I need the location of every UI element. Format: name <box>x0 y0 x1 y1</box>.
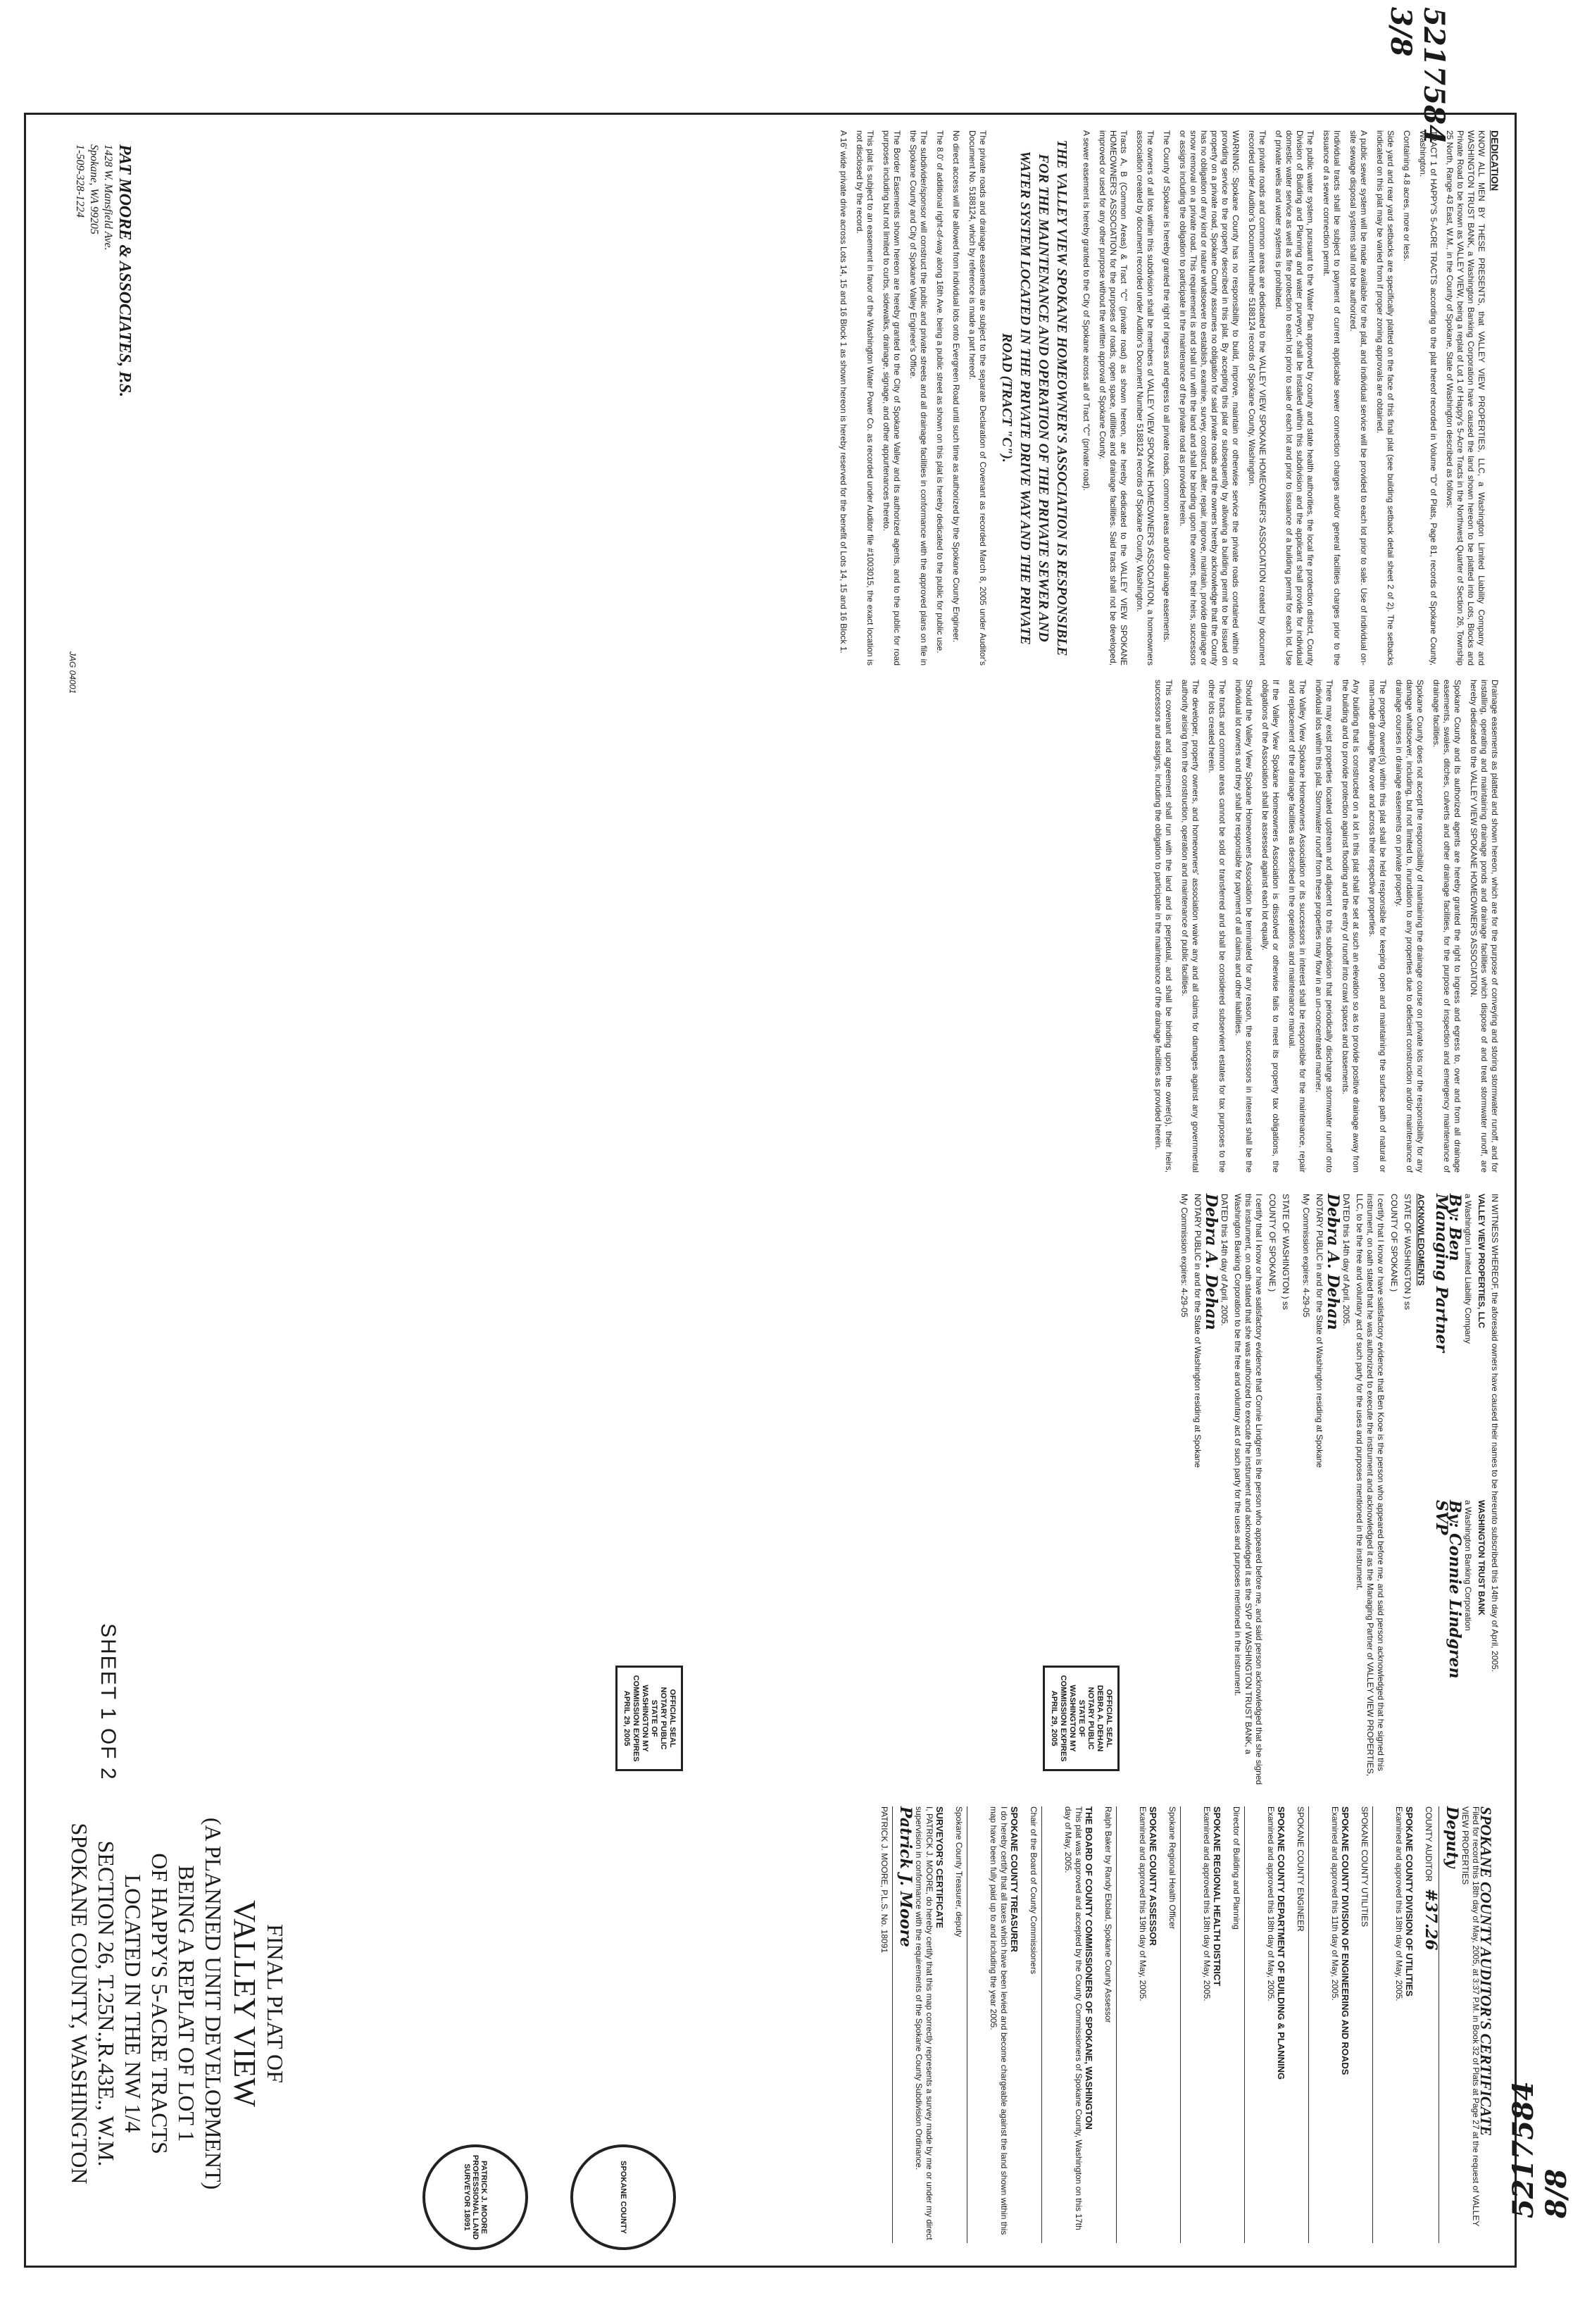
utilities-label: SPOKANE COUNTY UTILITIES <box>1360 1806 1370 1928</box>
ack-heading: ACKNOWLEDGMENTS <box>1416 1194 1426 1286</box>
sheet-number: SHEET 1 OF 2 <box>96 1623 120 1781</box>
dedication-heading: DEDICATION <box>1489 130 1500 192</box>
building-label: Director of Building and Planning <box>1232 1806 1241 1930</box>
firm-phone: 1-509-328-1224 <box>74 144 86 218</box>
dedication-para: The 8.0' of additional right-of-way along 16th Ave. being a public street as shown on this plat is hereby dedicated to the public for public use. <box>935 130 945 654</box>
owner-title: SVP <box>1432 1500 1450 1535</box>
dedication-para: No direct access will be allowed from individual lots onto Evergreen Road until such time as authorized by the Spokane County Engineer. <box>951 130 961 643</box>
title-line: (A PLANNED UNIT DEVELOPMENT) <box>201 1817 226 2190</box>
notary-expires: My Commission expires: 4-29-05 <box>1301 1194 1311 1318</box>
surveyor-seal-icon: PATRICK J. MOORE PROFESSIONAL LAND SURVEYOR 18091 <box>422 2144 528 2250</box>
firm-city: Spokane, WA 99205 <box>88 144 100 235</box>
dedication-para: The private roads and common areas are dedicated to the VALLEY VIEW SPOKANE HOMEOWNER'S ASSOCIATION created by document recorded under Auditor's Document Number 5188124 records of Spokane County, Washington. <box>1247 130 1267 666</box>
notary-seal-stamp: OFFICIAL SEAL NOTARY PUBLIC STATE OF WASHINGTON MY COMMISSION EXPIRES APRIL 29, 2005 <box>615 1666 683 1771</box>
drainage-para: Spokane County and its authorized agents are hereby granted the right to ingress and egress to, over and from all drainage easements, swales, ditches, culverts and other drainage facilities, for the purpose of inspection and emergency maintenance of drainage facilities. <box>1431 680 1462 1173</box>
auditor-signature: Deputy <box>1439 1806 1457 2243</box>
utilities-text: Examined and approved this 18th day of May, 2005. <box>1394 1806 1404 2001</box>
ack-county: COUNTY OF SPOKANE ) <box>1267 1194 1277 1292</box>
drainage-para: There may exist properties located upstream and adjacent to this subdivision that periodically discharge stormwater runoff onto individual lots within this plat. Stormwater runoff from these properties may flow in an un-concentrated manner. <box>1314 680 1334 1173</box>
ack-dated: DATED this 14th day of April, 2005. <box>1220 1194 1229 1326</box>
job-number: JAG 04001 <box>68 651 77 694</box>
dedication-para: The private roads and drainage easements are subject to the separate Declaration of Covenant as recorded March 8, 2005 under Auditor's Document No. 5188124, which by reference is made a part hereof. <box>967 130 988 666</box>
owner-signature: By: Connie Lindgren <box>1446 1500 1464 1679</box>
health-signature-line <box>1180 1806 1198 2243</box>
ack-county: COUNTY OF SPOKANE ) <box>1389 1194 1399 1292</box>
dedication-para: KNOW ALL MEN BY THESE PRESENTS, that VALLEY VIEW PROPERTIES, LLC, a Washington Limited Liability Company and WASHINGTON TRUST BANK, a Washington Banking Corporation have caused the land shown hereon to be platted into Lots, Blocks and Private Road to be known as VALLEY VIEW, being a replat of Lot 1 of Happy's 5-Acre Tracts in the Northwest Quarter of Section 26, Township 25 North, Range 43 East, W.M., in the County of Spokane, State of Washington described as follows: <box>1445 130 1486 666</box>
notary-signature: Debra A. Dehan <box>1202 1194 1220 1330</box>
dedication-para: The owners of all lots within this subdivision shall be members of VALLEY VIEW SPOKANE HOMEOWNER'S ASSOCIATION, a homeowners association created by document recorded under Auditor's Document Number 5188124 records of Spokane County, Washington. <box>1135 130 1155 666</box>
engineering-label: SPOKANE COUNTY ENGINEER <box>1296 1806 1305 1932</box>
drainage-para: If the Valley View Spokane Homeowners Association is dissolved or otherwise fails to meet its property tax obligations, the obligations of the Association shall be assessed against each lot equally. <box>1260 680 1281 1173</box>
assessor-text: Examined and approved this 19th day of May, 2005. <box>1138 1806 1148 2001</box>
dedication-para: A public sewer system will be made available for the plat, and individual service will be provided to each lot prior to sale. Use of individual on-site sewage disposal systems shall not be authorized. <box>1348 130 1369 666</box>
health-label: Spokane Regional Health Officer <box>1167 1806 1177 1930</box>
owner-title: Managing Partner <box>1432 1194 1450 1353</box>
title-line: BEING A REPLAT OF LOT 1 <box>174 1865 199 2142</box>
dedication-para: A 16' wide private drive across Lots 14, 15 and 16 Block 1 as shown hereon is hereby reserved for the benefit of Lots 14, 15 and 16 Block 1. <box>839 130 848 654</box>
dedication-para: Containing 4.8 acres, more or less. <box>1402 130 1412 262</box>
drainage-para: Spokane County does not accept the responsibility of maintaining the drainage course on private lots nor the responsibility for any damage whatsoever, including, but not limited to, inundation to any properties due to deficient construction and/or maintenance of drainage courses in drainage easements on private property. <box>1394 680 1425 1173</box>
commissioners-signature-line <box>1041 1806 1060 2243</box>
ack-text: I certify that I know or have satisfactory evidence that Ben Kooe is the person who appeared before me, and said person acknowledged that he signed this instrument, on oath stated that he was authorized to execute the instrument and acknowledged it as the Managing Partner of VALLEY VIEW PROPERTIES, LLC, to be the free and voluntary act of such party for the uses and purposes mentioned in the instrument. <box>1355 1194 1386 1777</box>
title-main: VALLEY VIEW <box>227 1900 262 2107</box>
dedication-para: The County of Spokane is hereby granted the right of ingress and egress to all private roads, common areas and/or drainage easements. <box>1162 130 1172 643</box>
assessor-label: Ralph Baker by Randy Ekblad, Spokane County Assessor <box>1103 1806 1113 2023</box>
notary-seal-stamp: OFFICIAL SEAL DEBRA A. DEHAN NOTARY PUBLIC STATE OF WASHINGTON MY COMMISSION EXPIRES APRIL 29, 2005 <box>1043 1666 1120 1771</box>
owner-desc: a Washington Banking Corporation <box>1463 1500 1473 1631</box>
treasurer-heading: SPOKANE COUNTY TREASURER <box>1009 1806 1020 1953</box>
title-line: OF HAPPY'S 5-ACRE TRACTS <box>147 1853 173 2154</box>
title-line: SPOKANE COUNTY, WASHINGTON <box>67 1823 92 2185</box>
plat-title-block <box>66 1778 289 2229</box>
building-signature-line <box>1244 1806 1262 2243</box>
witness-clause: IN WITNESS WHEREOF, the aforesaid owners have caused their names to be hereunto subscribed this 14th day of April, 2005. <box>1490 1194 1500 1673</box>
dedication-para: The public water system, pursuant to the Water Plan approved by county and state health authorities, the local fire protection district, County Division of Building and Planning and water purveyor, shall be installed within this subdivision and the applicant shall provide for individual domestic water service as well as fire protection to each lot prior to sale of each lot and prior to issuance of a building permit for each lot. Use of private wells and water systems is prohibited. <box>1274 130 1315 666</box>
dedication-para: A sewer easement is hereby granted to the City of Spokane across all of Tract "C" (private road). <box>1082 130 1091 492</box>
surveyor-label: PATRICK J. MOORE, P.L.S. No. 18091 <box>879 1806 889 1954</box>
drainage-para: The Valley View Spokane Homeowners Association or its successors in interest shall be responsible for the maintenance, repair and replacement of the drainage facilities as described in the operations and maintenance manual. <box>1287 680 1308 1173</box>
health-text: Examined and approved this 18th day of May, 2005. <box>1202 1806 1212 2001</box>
auditor-certificate-heading: SPOKANE COUNTY AUDITOR'S CERTIFICATE <box>1477 1806 1495 2137</box>
dedication-para: WARNING: Spokane County has no responsibility to build, improve, maintain or otherwise service the private roads contained within or providing service to the property described in this plat. By accepting this plat or subsequently by allowing a building permit to be issued on property on a private road, Spokane County assumes no obligation for said private roads and the owners hereby acknowledge that the County has no obligation of any kind or nature whatsoever to establish, examine, survey, construct, alter, repair, improve, maintain, provide drainage or snow removal on a private road. This requirement is and shall run with the land and shall be binding upon the owners, their heirs, successors or assigns including the obligation to participate in the maintenance of the private road as provided herein. <box>1178 130 1241 666</box>
drainage-para: This covenant and agreement shall run with the land and is perpetual, and shall be binding upon the owner(s), their heirs, successors and assigns, including the obligation to participate in the maintenance of the drainage facilities as provided herein. <box>1153 680 1174 1173</box>
commissioners-text: This plat was approved and accepted by the County Commissioners of Spokane County, Washington on this 17th day of May, 2005. <box>1063 1806 1084 2230</box>
health-heading: SPOKANE REGIONAL HEALTH DISTRICT <box>1212 1806 1222 1987</box>
plat-drawing <box>28 116 1514 2264</box>
surveyor-signature: Patrick J. Moore <box>892 1806 910 2243</box>
surveyor-heading: SURVEYOR'S CERTIFICATE <box>934 1806 945 1929</box>
owner-desc: a Washington Limited Liability Company <box>1463 1194 1473 1344</box>
owner-name: VALLEY VIEW PROPERTIES, LLC <box>1477 1194 1486 1328</box>
maintenance-notice: THE VALLEY VIEW SPOKANE HOMEOWNER'S ASSOCIATION IS RESPONSIBLE FOR THE MAINTENANCE AND OPERATION OF THE PRIVATE SEWER AND WATER SYSTEM LOCATED IN THE PRIVATE DRIVE WAY AND THE PRIVATE ROAD (TRACT "C"). <box>999 139 1070 656</box>
treasurer-label: Spokane County Treasurer, deputy <box>954 1806 964 1937</box>
drainage-para: The property owner(s) within this plat shall be held responsible for keeping open and maintaining the surface path of natural or man-made drainage flow over and across their respective properties. <box>1367 680 1388 1173</box>
building-text: Examined and approved this 18th day of May, 2005. <box>1266 1806 1276 2001</box>
dedication-para: Tracts A, B (Common Areas) & Tract "C" (private road) as shown hereon, are hereby dedicated to the VALLEY VIEW SPOKANE HOMEOWNER'S ASSOCIATION for the purposes of roads, open space, utilities and drainage facilities. Said tracts shall not be developed, improved or used for any other purpose without the written approval of Spokane County. <box>1098 130 1129 666</box>
dedication-para: Side yard and rear yard setbacks are specifically platted on the face of this final plat (see building setback detail sheet 2 of 2). The setbacks indicated on this plat may be varied from if proper zoning approvals are obtained. <box>1375 130 1396 666</box>
title-line: SECTION 26, T.25N.,R.43E., W.M. <box>94 1840 119 2167</box>
owner-name: WASHINGTON TRUST BANK <box>1477 1500 1486 1616</box>
engineering-heading: SPOKANE COUNTY DIVISION OF ENGINEERING AND ROADS <box>1340 1806 1350 2075</box>
dedication-section <box>162 130 1500 666</box>
dedication-para: The subdivider/sponsor will construct the public and private streets and all drainage facilities in conformance with the approved plans on file in the Spokane County and City of Spokane Valley Engineer's Office. <box>908 130 929 666</box>
record-number-top: 5217584 3/8 <box>1384 7 1450 144</box>
dedication-para: The Border Easements shown hereon are hereby granted to the City of Spokane Valley and its authorized agents, and to the public for road purposes including but not limited to curbs, sidewalks, drainage, signage, and other appurtenances thereto. <box>882 130 902 666</box>
surveyor-firm-block <box>73 144 134 637</box>
ack-dated: DATED this 14th day of April, 2005. <box>1341 1194 1351 1326</box>
assessor-signature-line <box>1116 1806 1134 2243</box>
drainage-section <box>162 680 1500 1173</box>
firm-address: 1428 W. Mansfield Ave. <box>102 144 114 251</box>
title-line: FINAL PLAT OF <box>263 1924 288 2083</box>
dedication-para: This plat is subject to an easement in favor of the Washington Water Power Co. as recorded under Auditor file #1003015, the exact location is not disclosed by the record. <box>855 130 875 666</box>
owner-signature: By: Ben <box>1446 1194 1464 1261</box>
utilities-heading: SPOKANE COUNTY DIVISION OF UTILITIES <box>1404 1806 1415 1997</box>
auditor-certificate-text: Filed for record this 18th day of May, 2005, at 3:37 P.M. in Book 32 of Plats at Page 27 at the request of VALLEY VIEW PROPERTIES <box>1460 1806 1481 2227</box>
firm-name: PAT MOORE & ASSOCIATES, P.S. <box>115 144 134 398</box>
engineering-text: Examined and approved this 11th day of May, 2005. <box>1330 1806 1340 2001</box>
notary-line: NOTARY PUBLIC in and for the State of Washington residing at Spokane <box>1193 1194 1203 1468</box>
drainage-para: Should the Valley View Spokane Homeowners Association be terminated for any reason, the successors in interest shall be the individual lot owners and they shall be responsible for payment of all claims and other liabilities. <box>1234 680 1254 1173</box>
title-line: LOCATED IN THE NW 1/4 <box>120 1874 146 2133</box>
drainage-para: Drainage easements as platted and shown hereon, which are for the purpose of conveying and storing stormwater runoff, and for installing, operating and maintaining drainage ponds and drainage facilities which dispose of and treat stormwater runoff, are hereby dedicated to the VALLEY VIEW SPOKANE HOMEOWNER'S ASSOCIATION. <box>1469 680 1500 1173</box>
auditor-label: COUNTY AUDITOR #37.26 <box>1422 1806 1440 1951</box>
notary-line: NOTARY PUBLIC in and for the State of Washington residing at Spokane <box>1315 1194 1324 1468</box>
county-seal-icon: SPOKANE COUNTY <box>570 2144 676 2250</box>
acknowledgments-section <box>1176 1194 1500 1785</box>
ack-state: STATE OF WASHINGTON ) ss <box>1403 1194 1412 1310</box>
drainage-para: The tracts and common areas cannot be sold or transferred and shall be considered subservient estates for tax purposes to the other lots created herein. <box>1207 680 1227 1173</box>
dedication-para: TRACT 1 of HAPPY'S 5-ACRE TRACTS according to the plat thereof recorded in Volume "D" of Plats, Page 81, records of Spokane County, Washington. <box>1418 130 1439 666</box>
treasurer-signature-line <box>967 1806 985 2243</box>
dedication-para: Individual tracts shall be subject to payment of current applicable sewer connection charges and/or general facilities charges prior to the issuance of a sewer connection permit. <box>1322 130 1342 666</box>
commissioners-label: Chair of the Board of County Commissioners <box>1029 1806 1039 1975</box>
record-number-bottom: 5217584 8/8 <box>1507 2081 1573 2218</box>
notary-signature: Debra A. Dehan <box>1324 1194 1342 1330</box>
commissioners-heading: THE BOARD OF COUNTY COMMISSIONERS OF SPOKANE, WASHINGTON <box>1084 1806 1094 2130</box>
treasurer-text: I do hereby certify that all taxes which have been levied and become chargeable against the land shown within this map have been fully paid up to and including the year 2005. <box>989 1806 1009 2235</box>
building-heading: SPOKANE COUNTY DEPARTMENT OF BUILDING & PLANNING <box>1276 1806 1286 2080</box>
certificates-section <box>879 1806 1500 2243</box>
ack-state: STATE OF WASHINGTON ) ss <box>1281 1194 1291 1310</box>
drainage-para: The developer, property owners, and homeowners' association waive any and all claims for damages against any governmental authority arising from the construction, operation and maintenance of public facilities. <box>1180 680 1201 1173</box>
utilities-signature-line <box>1372 1806 1391 2243</box>
ack-text: I certify that I know or have satisfactory evidence that Connie Lindgren is the person who appeared before me, and said person acknowledged that she signed this instrument, on oath stated that she was authorized to execute the instrument and acknowledged it as the SVP of WASHINGTON TRUST BANK, a Washington Banking Corporation to be the free and voluntary act of such party for the uses and purposes mentioned in the instrument. <box>1233 1194 1264 1785</box>
engineering-signature-line <box>1308 1806 1327 2243</box>
drainage-para: Any building that is constructed on a lot in this plat shall be set at such an elevation so as to provide positive drainage away from the building and to provide protection against flooding and the entry of runoff into crawl spaces and basements. <box>1341 680 1361 1173</box>
assessor-heading: SPOKANE COUNTY ASSESSOR <box>1148 1806 1158 1946</box>
surveyor-text: I, PATRICK J. MOORE, do hereby certify that this map correctly represents a survey made by me or under my direct supervision in conformance with the requirements of the Spokane County Subdivision Ordinance. <box>914 1806 934 2240</box>
notary-expires: My Commission expires: 4-29-05 <box>1179 1194 1189 1318</box>
